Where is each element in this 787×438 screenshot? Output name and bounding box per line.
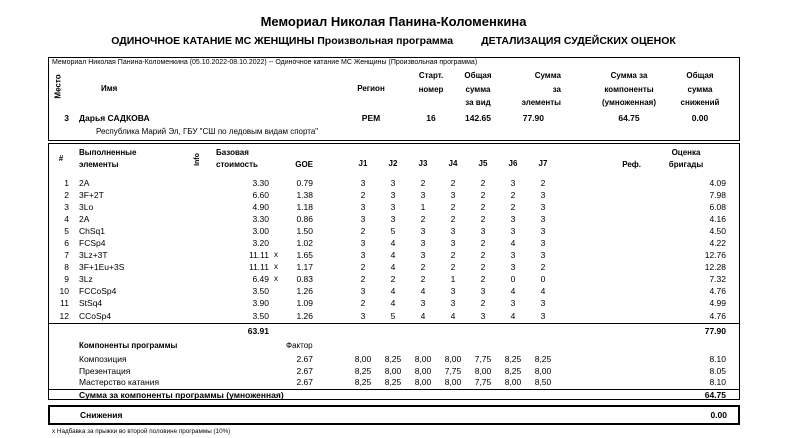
judge-5-score: 2 [480, 237, 486, 248]
element-row [49, 298, 739, 310]
judge-2-score: 3 [390, 177, 396, 188]
judge-6-score: 2 [510, 201, 516, 212]
components-sum-row [49, 390, 739, 401]
base-value-header: Базовая стоимость [216, 148, 258, 169]
element-goe: 0.79 [296, 177, 313, 188]
subtitle-event-category: ОДИНОЧНОЕ КАТАНИЕ МС ЖЕНЩИНЫ Произвольная программа [111, 35, 454, 47]
judge-1-score: 2 [360, 274, 366, 285]
components-sum-value: 64.75 [704, 390, 726, 400]
element-panel-score: 4.22 [709, 237, 726, 248]
element-number: 5 [64, 225, 69, 236]
component-row [49, 354, 739, 366]
judge-6-score: 0 [510, 274, 516, 285]
element-base-value: 3.50 [252, 286, 269, 297]
judge-3-score: 1 [420, 201, 426, 212]
referee-header: Реф. [622, 159, 641, 169]
judge-4-score: 8,00 [444, 377, 462, 388]
judge-3-score: 2 [420, 262, 426, 273]
element-name: 3Lo [79, 201, 94, 212]
judge-3-score: 2 [420, 177, 426, 188]
judge-2-score: 3 [390, 213, 396, 224]
judge-6-score: 3 [510, 250, 516, 261]
deductions-value: 0.00 [710, 410, 727, 420]
judge-6-score: 4 [510, 286, 516, 297]
judge-2-score: 4 [390, 286, 396, 297]
skater-total-element-score: 77.90 [522, 113, 544, 123]
judge-1-score: 3 [360, 310, 366, 321]
judge-5-score: 7,75 [474, 354, 492, 364]
judge-1-score: 8,25 [354, 377, 372, 388]
skater-total-segment-score: 142.65 [465, 113, 491, 123]
skater-row [49, 113, 739, 125]
element-name: 3F+1Eu+3S [79, 262, 125, 273]
element-name: 2A [79, 213, 90, 224]
judge-5-score: 2 [480, 298, 486, 309]
element-goe: 1.26 [296, 310, 313, 321]
element-name: FCCoSp4 [79, 286, 117, 297]
element-name: ChSq1 [79, 225, 105, 236]
element-goe: 1.17 [296, 262, 313, 273]
element-row [49, 238, 739, 250]
skater-name: Дарья САДКОВА [79, 113, 150, 123]
component-row [49, 377, 739, 389]
judge-6-score: 4 [510, 237, 516, 248]
judge-3-score: 3 [420, 225, 426, 236]
judge-2-score: 8,00 [384, 365, 402, 376]
element-base-value: 4.90 [252, 201, 269, 212]
region-column-header: Регион [357, 84, 385, 93]
judge-1-score: 2 [360, 262, 366, 273]
judge-7-score: 3 [540, 298, 546, 309]
element-goe: 1.65 [296, 250, 313, 261]
judge-3-score: 3 [420, 189, 426, 200]
info-column-header: Info [193, 153, 201, 166]
judge-7-header: J7 [538, 158, 548, 168]
element-panel-score: 7.32 [709, 274, 726, 285]
judge-5-score: 2 [480, 262, 486, 273]
judge-2-score: 4 [390, 237, 396, 248]
judge-2-score: 8,25 [384, 354, 402, 364]
judge-6-score: 8,25 [504, 354, 522, 364]
judge-1-score: 3 [360, 177, 366, 188]
component-name: Композиция [79, 354, 127, 364]
judge-4-score: 2 [450, 201, 456, 212]
element-panel-score: 12.76 [704, 250, 726, 261]
element-row [49, 274, 739, 286]
element-panel-score: 4.50 [709, 225, 726, 236]
judge-5-score: 3 [480, 286, 486, 297]
deductions-total-column-header: Общая сумма снижений [680, 71, 720, 107]
judge-2-score: 2 [390, 274, 396, 285]
place-column-header: Место [53, 73, 63, 99]
element-base-value: 3.50 [252, 310, 269, 321]
elements-table [48, 143, 740, 400]
judge-6-score: 3 [510, 225, 516, 236]
element-row [49, 226, 739, 238]
element-number: 7 [64, 250, 69, 261]
component-rows [49, 354, 739, 389]
element-number: 2 [64, 189, 69, 200]
element-number: 8 [64, 262, 69, 273]
skater-start-number: 16 [426, 113, 436, 123]
element-goe: 1.18 [296, 201, 313, 212]
element-row [49, 311, 739, 323]
judge-4-score: 2 [450, 250, 456, 261]
judge-6-header: J6 [508, 158, 518, 168]
element-name: 3Lz [79, 274, 93, 285]
judge-1-score: 2 [360, 225, 366, 236]
judge-4-score: 2 [450, 213, 456, 224]
judge-5-score: 2 [480, 250, 486, 261]
judge-7-score: 3 [540, 237, 546, 248]
element-base-value: 3.30 [252, 177, 269, 188]
element-number: 4 [64, 213, 69, 224]
element-panel-score: 4.09 [709, 177, 726, 188]
judge-5-score: 2 [480, 213, 486, 224]
judge-4-score: 7,75 [444, 365, 462, 376]
element-name: FCSp4 [79, 237, 106, 248]
elements-totals-row [49, 326, 739, 338]
bonus-footnote: x Надбавка за прыжки во второй половине программы (10%) [52, 428, 231, 435]
executed-elements-header: Выполненные элементы [79, 148, 137, 169]
components-sum-label: Сумма за компоненты программы (умноженная) [79, 390, 284, 400]
judge-7-score: 2 [540, 262, 546, 273]
component-factor: 2.67 [296, 365, 313, 376]
skater-region: РЕМ [361, 113, 381, 123]
judge-3-score: 8,00 [414, 365, 432, 376]
judge-7-score: 2 [540, 177, 546, 188]
judge-7-score: 8,00 [534, 365, 552, 376]
judge-1-header: J1 [358, 158, 368, 168]
page-title: Мемориал Николая Панина-Коломенкина [260, 14, 527, 29]
judge-7-score: 3 [540, 213, 546, 224]
judge-2-score: 5 [390, 225, 396, 236]
element-panel-score: 6.08 [709, 201, 726, 212]
judge-1-score: 8,25 [354, 365, 372, 376]
judge-4-score: 3 [450, 189, 456, 200]
judge-1-score: 3 [360, 201, 366, 212]
judge-6-score: 8,25 [504, 365, 522, 376]
judge-5-score: 8,00 [474, 365, 492, 376]
judge-2-score: 5 [390, 310, 396, 321]
element-base-value: 3.90 [252, 298, 269, 309]
judge-5-score: 3 [480, 310, 486, 321]
element-second-half-bonus-flag: x [274, 262, 278, 272]
judge-3-header: J3 [418, 158, 428, 168]
judge-7-score: 8,50 [534, 377, 552, 388]
judge-6-score: 3 [510, 213, 516, 224]
element-name: 2A [79, 177, 90, 188]
component-panel-score: 8.05 [709, 365, 726, 376]
element-rows [49, 178, 739, 323]
element-base-value: 3.00 [252, 225, 269, 236]
judge-7-score: 8,25 [534, 354, 552, 364]
element-panel-score: 4.16 [709, 213, 726, 224]
judge-6-score: 2 [510, 189, 516, 200]
factor-label: Фактор [286, 341, 313, 350]
element-name: 3Lz+3T [79, 250, 108, 261]
element-number: 11 [60, 298, 69, 309]
deductions-table [48, 405, 740, 425]
subtitle-detail-label: ДЕТАЛИЗАЦИЯ СУДЕЙСКИХ ОЦЕНОК [481, 35, 676, 47]
element-base-value: 11.11 [248, 262, 269, 273]
element-row [49, 214, 739, 226]
element-name: CCoSp4 [79, 310, 112, 321]
judge-7-score: 4 [540, 286, 546, 297]
element-number-header: # [58, 154, 64, 163]
judge-3-score: 3 [420, 237, 426, 248]
component-factor: 2.67 [296, 354, 313, 364]
element-number: 10 [59, 286, 69, 297]
skater-total-deductions: 0.00 [691, 113, 709, 123]
element-goe: 1.50 [296, 225, 313, 236]
judge-3-score: 8,00 [414, 377, 432, 388]
judge-1-score: 3 [360, 250, 366, 261]
name-column-header: Имя [101, 84, 118, 93]
judge-5-score: 2 [480, 201, 486, 212]
judge-7-score: 3 [540, 225, 546, 236]
element-panel-score: 4.99 [709, 298, 726, 309]
judge-7-score: 3 [540, 189, 546, 200]
element-row [49, 262, 739, 274]
element-goe: 1.38 [296, 189, 313, 200]
judge-3-score: 2 [420, 274, 426, 285]
skater-place: 3 [64, 113, 69, 123]
judge-3-score: 4 [420, 310, 426, 321]
judge-5-score: 3 [480, 225, 486, 236]
judge-4-score: 3 [450, 225, 456, 236]
judge-3-score: 3 [420, 298, 426, 309]
judge-7-score: 3 [540, 250, 546, 261]
judge-4-score: 8,00 [444, 354, 462, 364]
element-row [49, 286, 739, 298]
judge-3-score: 3 [420, 250, 426, 261]
judge-5-score: 2 [480, 189, 486, 200]
element-panel-score: 4.76 [709, 310, 726, 321]
components-section-title: Компоненты программы [79, 341, 178, 350]
component-name: Презентация [79, 365, 131, 376]
judge-5-score: 2 [480, 274, 486, 285]
element-number: 3 [64, 201, 69, 212]
goe-header: GOE [295, 159, 313, 169]
judge-4-score: 3 [450, 237, 456, 248]
judge-1-score: 2 [360, 298, 366, 309]
component-factor: 2.67 [296, 377, 313, 388]
judge-4-score: 4 [450, 310, 456, 321]
panel-score-header: Оценка бригады [668, 148, 704, 169]
element-name: 3F+2T [79, 189, 104, 200]
judge-2-score: 3 [390, 201, 396, 212]
judge-2-header: J2 [388, 158, 398, 168]
elements-total-column-header: Сумма за элементы [521, 71, 561, 107]
page-subtitle [0, 35, 787, 47]
judge-6-score: 3 [510, 298, 516, 309]
judge-2-score: 3 [390, 189, 396, 200]
elements-total-divider [49, 323, 739, 324]
element-row [49, 202, 739, 214]
judge-2-score: 4 [390, 262, 396, 273]
judge-2-score: 8,25 [384, 377, 402, 388]
judge-1-score: 3 [360, 213, 366, 224]
components-header-row [49, 341, 739, 352]
judge-5-score: 2 [480, 177, 486, 188]
element-row [49, 178, 739, 190]
judge-4-score: 3 [450, 298, 456, 309]
start-number-column-header: Старт. номер [418, 71, 444, 94]
element-second-half-bonus-flag: x [274, 250, 278, 260]
element-goe: 0.86 [296, 213, 313, 224]
skater-total-component-score: 64.75 [618, 113, 640, 123]
element-base-value: 3.20 [252, 237, 269, 248]
judge-1-score: 3 [360, 286, 366, 297]
element-row [49, 190, 739, 202]
judge-1-score: 8,00 [354, 354, 372, 364]
judge-3-score: 4 [420, 286, 426, 297]
element-panel-score: 12.28 [704, 262, 726, 273]
judge-6-score: 4 [510, 310, 516, 321]
element-base-value: 11.11 [248, 250, 269, 261]
judge-5-header: J5 [478, 158, 488, 168]
judge-2-score: 4 [390, 250, 396, 261]
judge-6-score: 3 [510, 177, 516, 188]
judge-5-score: 7,75 [474, 377, 492, 388]
judge-1-score: 3 [360, 237, 366, 248]
element-number: 9 [64, 274, 69, 285]
judge-4-header: J4 [448, 158, 458, 168]
element-number: 1 [64, 177, 69, 188]
judge-2-score: 4 [390, 298, 396, 309]
element-base-value: 6.60 [252, 189, 269, 200]
element-goe: 1.26 [296, 286, 313, 297]
component-panel-score: 8.10 [709, 354, 726, 364]
judge-3-score: 2 [420, 213, 426, 224]
component-name: Мастерство катания [79, 377, 160, 388]
element-goe: 1.02 [296, 237, 313, 248]
judge-7-score: 3 [540, 201, 546, 212]
element-panel-score: 7.98 [709, 189, 726, 200]
element-goe: 1.09 [296, 298, 313, 309]
element-base-value: 3.30 [252, 213, 269, 224]
element-panel-score: 4.76 [709, 286, 726, 297]
deductions-label: Снижения [80, 410, 123, 420]
judge-6-score: 8,00 [504, 377, 522, 388]
element-number: 6 [64, 237, 69, 248]
skater-club: Республика Марий Эл, ГБУ "СШ по ледовым видам спорта" [96, 127, 319, 136]
components-total-column-header: Сумма за компоненты (умноженная) [602, 71, 656, 107]
judge-6-score: 3 [510, 262, 516, 273]
element-base-value: 6.49 [252, 274, 269, 285]
base-value-total: 63.91 [247, 326, 269, 336]
judge-1-score: 2 [360, 189, 366, 200]
judge-4-score: 2 [450, 262, 456, 273]
judge-4-score: 3 [450, 286, 456, 297]
event-info-line: Мемориал Николая Панина-Коломенкина (05.10.2022-08.10.2022) -- Одиночное катание МС Женщины (Произвольная программа) [52, 59, 478, 66]
element-row [49, 250, 739, 262]
element-name: StSq4 [79, 298, 103, 309]
judge-7-score: 0 [540, 274, 546, 285]
element-score-total: 77.90 [704, 326, 726, 336]
judge-4-score: 2 [450, 177, 456, 188]
segment-total-column-header: Общая сумма за вид [464, 71, 492, 107]
element-second-half-bonus-flag: x [274, 274, 278, 284]
skater-summary-table [48, 57, 740, 141]
component-panel-score: 8.10 [709, 377, 726, 388]
judge-7-score: 3 [540, 310, 546, 321]
element-goe: 0.83 [296, 274, 313, 285]
judge-4-score: 1 [450, 274, 456, 285]
component-row [49, 366, 739, 378]
element-number: 12 [59, 310, 69, 321]
judge-3-score: 8,00 [414, 354, 432, 364]
